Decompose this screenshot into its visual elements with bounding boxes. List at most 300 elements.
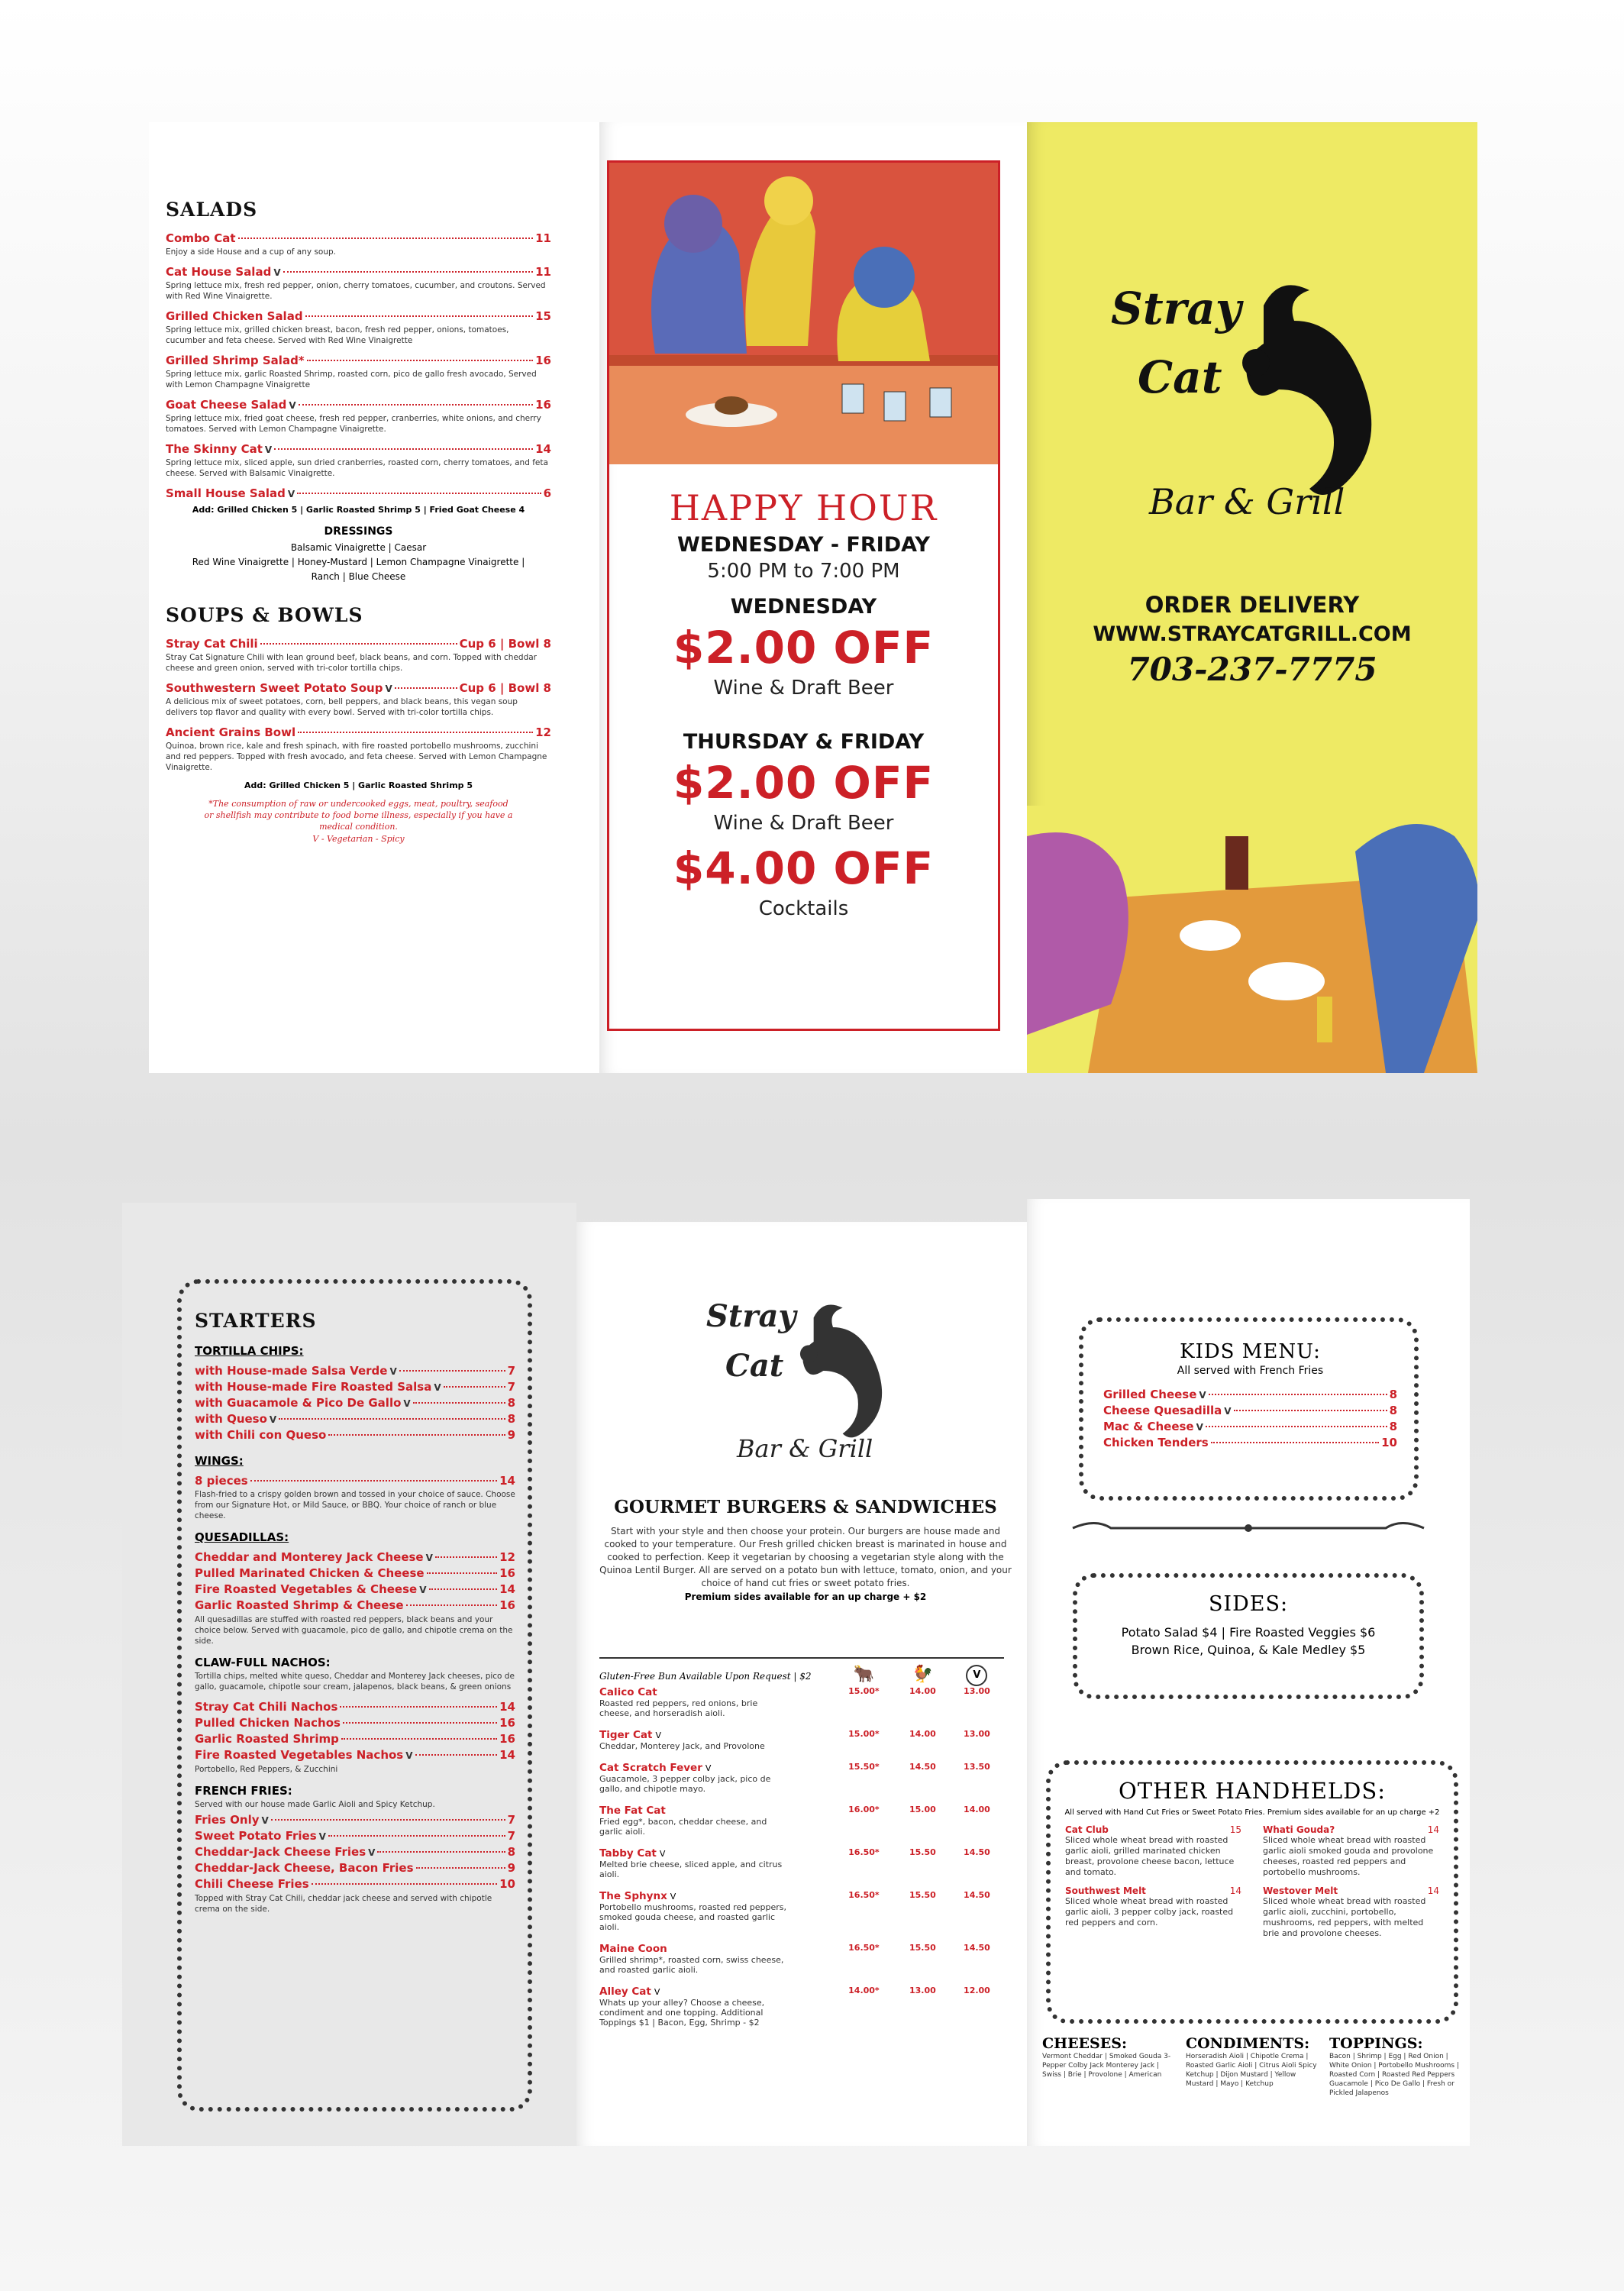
item-name: Grilled Shrimp Salad* bbox=[166, 354, 305, 367]
cocktail-discount: $4.00 OFF bbox=[673, 842, 935, 894]
quesadillas-title: QUESADILLAS: bbox=[195, 1530, 289, 1544]
leader-dots bbox=[274, 448, 533, 450]
burger-desc: Portobello mushrooms, roasted red peppers, smoked gouda cheese, and roasted garlic aioli. bbox=[599, 1902, 786, 1932]
item-price: 8 bbox=[507, 1845, 515, 1859]
beef-icon: 🐂 bbox=[853, 1665, 875, 1684]
handhelds-sub: All served with Hand Cut Fries or Sweet Potato Fries. Premium sides available for an up charge +2 bbox=[1064, 1808, 1440, 1817]
item-name: Fire Roasted Vegetables & Cheese bbox=[195, 1582, 418, 1596]
handheld-header bbox=[1263, 1885, 1439, 1896]
item-price: 14 bbox=[535, 442, 551, 456]
extras-row bbox=[1042, 2035, 1462, 2098]
handheld-desc: Sliced whole wheat bread with roasted garlic aioli, zucchini, portobello, mushrooms, red peppers, with melted brie and provolone cheeses. bbox=[1263, 1896, 1426, 1938]
burger-price-veg: 14.50 bbox=[964, 1943, 990, 1953]
menu-item bbox=[166, 265, 551, 279]
menu-item bbox=[195, 1716, 515, 1730]
menu-item bbox=[195, 1428, 515, 1442]
item-price: 6 bbox=[543, 486, 551, 500]
nachos-list bbox=[195, 1700, 515, 1762]
vegetarian-icon: V bbox=[705, 1763, 712, 1773]
leader-dots bbox=[415, 1754, 498, 1756]
food-warning: *The consumption of raw or undercooked eggs, meat, poultry, seafood or shellfish may contribute to food borne illness, especially if you have a medical condition. bbox=[204, 799, 513, 832]
cover-panel bbox=[1027, 122, 1477, 1073]
item-price: Cup 6 | Bowl 8 bbox=[459, 637, 551, 651]
starters-panel bbox=[122, 1203, 576, 2146]
kids-sides-panel bbox=[1027, 1199, 1470, 2146]
fries-desc: Served with our house made Garlic Aioli and Spicy Ketchup. bbox=[195, 1800, 435, 1809]
handheld-name: Whati Gouda? bbox=[1263, 1824, 1335, 1835]
vegetarian-icon: V bbox=[655, 1730, 662, 1740]
leader-dots bbox=[298, 732, 533, 733]
burger-name: Calico Cat bbox=[599, 1686, 657, 1698]
item-name: Stray Cat Chili Nachos bbox=[195, 1700, 338, 1714]
vegetarian-icon: V bbox=[966, 1665, 987, 1686]
item-name: Goat Cheese Salad bbox=[166, 398, 287, 412]
soups-list bbox=[166, 637, 551, 773]
menu-item bbox=[195, 1566, 515, 1580]
item-desc: Stray Cat Signature Chili with lean ground beef, black beans, and corn. Topped with cheddar cheese and green onion, served with tri-color tortilla chips. bbox=[166, 653, 537, 673]
burger-name: Tiger Cat bbox=[599, 1729, 653, 1741]
vegetarian-icon: V bbox=[318, 1831, 326, 1842]
handheld-name: Cat Club bbox=[1065, 1824, 1109, 1835]
wednesday-item: Wine & Draft Beer bbox=[713, 677, 894, 700]
menu-item bbox=[1103, 1404, 1397, 1417]
salads-title: SALADS bbox=[166, 199, 258, 221]
item-name: Garlic Roasted Shrimp bbox=[195, 1732, 339, 1746]
item-desc: Spring lettuce mix, grilled chicken breast, bacon, fresh red pepper, onions, tomatoes, cucumber and feta cheese. Served with Red Wine Vinaigrette bbox=[166, 325, 509, 345]
gluten-free-note: Gluten-Free Bun Available Upon Request | $2 bbox=[599, 1671, 812, 1682]
toppings-title: TOPPINGS: bbox=[1329, 2035, 1423, 2052]
burgers-panel bbox=[576, 1222, 1027, 2146]
salads-list bbox=[166, 231, 551, 500]
burger-price-chicken: 15.50 bbox=[909, 1943, 936, 1953]
item-name: Cheddar and Monterey Jack Cheese bbox=[195, 1550, 424, 1564]
vegetarian-icon: V bbox=[419, 1585, 427, 1595]
happy-hour-time: 5:00 PM to 7:00 PM bbox=[707, 560, 900, 583]
leader-dots bbox=[340, 1706, 497, 1708]
leader-dots bbox=[429, 1588, 498, 1590]
burger-desc: Fried egg*, bacon, cheddar cheese, and garlic aioli. bbox=[599, 1817, 767, 1837]
item-price: 10 bbox=[1381, 1436, 1397, 1449]
menu-item bbox=[195, 1380, 515, 1394]
sides-title: SIDES: bbox=[1208, 1592, 1289, 1616]
burger-price-veg: 14.50 bbox=[964, 1890, 990, 1900]
item-name: Cheese Quesadilla bbox=[1103, 1404, 1222, 1417]
burger-price-veg: 14.50 bbox=[964, 1847, 990, 1857]
kids-title: KIDS MENU: bbox=[1180, 1340, 1321, 1363]
burgers-logo-stray: Stray bbox=[706, 1298, 796, 1334]
menu-item bbox=[166, 725, 551, 739]
menu-item bbox=[195, 1700, 515, 1714]
wings-item bbox=[195, 1474, 515, 1488]
burger-price-chicken: 14.00 bbox=[909, 1729, 936, 1739]
item-price: 10 bbox=[499, 1877, 515, 1891]
menu-item bbox=[195, 1748, 515, 1762]
menu-item bbox=[1103, 1436, 1397, 1449]
burger-name-cell bbox=[599, 1729, 832, 1741]
cheeses-list: Vermont Cheddar | Smoked Gouda 3-Pepper Colby Jack Monterey Jack | Swiss | Brie | Provolone | American bbox=[1042, 2053, 1171, 2079]
burger-name: The Fat Cat bbox=[599, 1805, 666, 1817]
handheld-header bbox=[1263, 1824, 1439, 1835]
menu-item bbox=[195, 1364, 515, 1378]
menu-item bbox=[166, 398, 551, 412]
fries-list bbox=[195, 1813, 515, 1891]
item-price: Cup 6 | Bowl 8 bbox=[459, 681, 551, 695]
menu-item bbox=[195, 1845, 515, 1859]
menu-item bbox=[195, 1412, 515, 1426]
wings-price: 14 bbox=[499, 1474, 515, 1488]
nachos-title: CLAW-FULL NACHOS: bbox=[195, 1656, 331, 1669]
order-delivery: ORDER DELIVERY bbox=[1145, 592, 1360, 618]
item-name: Ancient Grains Bowl bbox=[166, 725, 296, 739]
item-price: 14 bbox=[499, 1748, 515, 1762]
burger-price-beef: 16.00* bbox=[848, 1805, 880, 1814]
item-name: Small House Salad bbox=[166, 486, 286, 500]
thursday-friday-label: THURSDAY & FRIDAY bbox=[683, 730, 925, 754]
burger-price-beef: 16.50* bbox=[848, 1847, 880, 1857]
burger-price-chicken: 14.00 bbox=[909, 1686, 936, 1696]
item-desc: Spring lettuce mix, fresh red pepper, onion, cherry tomatoes, cucumber, and croutons. Served with Red Wine Vinaigrette. bbox=[166, 281, 546, 301]
item-price: 16 bbox=[499, 1716, 515, 1730]
leader-dots bbox=[444, 1386, 505, 1388]
handheld-price: 15 bbox=[1229, 1824, 1241, 1835]
burger-price-beef: 16.50* bbox=[848, 1890, 880, 1900]
vegetarian-icon: V bbox=[425, 1553, 433, 1563]
burger-price-chicken: 14.50 bbox=[909, 1762, 936, 1772]
vegetarian-icon: V bbox=[405, 1750, 413, 1761]
burger-desc: Cheddar, Monterey Jack, and Provolone bbox=[599, 1741, 765, 1751]
burger-price-veg: 13.00 bbox=[964, 1729, 990, 1739]
dressings-list: Balsamic Vinaigrette | Caesar Red Wine Vinaigrette | Honey-Mustard | Lemon Champagne Vinaigrette | Ranch | Blue Cheese bbox=[192, 542, 525, 582]
happy-hour-title: HAPPY HOUR bbox=[669, 487, 938, 528]
leader-dots bbox=[1234, 1410, 1387, 1411]
burger-price-beef: 16.50* bbox=[848, 1943, 880, 1953]
burger-name: Maine Coon bbox=[599, 1943, 667, 1955]
leader-dots bbox=[283, 271, 534, 273]
burger-price-beef: 15.00* bbox=[848, 1729, 880, 1739]
dressings-title: DRESSINGS bbox=[324, 525, 393, 538]
leader-dots bbox=[1209, 1394, 1387, 1395]
item-name: Stray Cat Chili bbox=[166, 637, 258, 651]
thursday-discount: $2.00 OFF bbox=[673, 757, 935, 809]
item-name: with Guacamole & Pico De Gallo bbox=[195, 1396, 402, 1410]
cheeses-title: CHEESES: bbox=[1042, 2035, 1127, 2052]
handhelds-grid bbox=[1057, 1824, 1447, 1947]
leader-dots bbox=[1211, 1442, 1379, 1443]
leader-dots bbox=[312, 1883, 498, 1885]
vegetarian-icon: V bbox=[670, 1892, 676, 1902]
leader-dots bbox=[299, 404, 533, 406]
item-name: with House-made Fire Roasted Salsa bbox=[195, 1380, 432, 1394]
handheld-price: 14 bbox=[1427, 1824, 1439, 1835]
vegetarian-icon: V bbox=[269, 1414, 277, 1425]
leader-dots bbox=[343, 1722, 497, 1724]
burgers-intro: Start with your style and then choose your protein. Our burgers are house made and cooked to your temperature. Our Fresh grilled chicken breast is marinated in house and cooked to perfection. Keep it vegetarian by choosing a vegetarian style along with the Quinoa Lentil Burger. All are served on a potato bun with lettuce, tomato, onion, and your choice of hand cut fries or sweet potato fries. bbox=[599, 1526, 1012, 1588]
menu-item bbox=[195, 1829, 515, 1843]
item-price: 7 bbox=[507, 1380, 515, 1394]
burgers-table bbox=[599, 1657, 1004, 2038]
item-price: 8 bbox=[507, 1396, 515, 1410]
menu-item bbox=[195, 1598, 515, 1612]
item-price: 16 bbox=[535, 398, 551, 412]
burger-name-cell bbox=[599, 1986, 832, 1998]
item-price: 8 bbox=[507, 1412, 515, 1426]
burger-name-cell bbox=[599, 1890, 832, 1902]
leader-dots bbox=[260, 643, 457, 645]
burger-name: Tabby Cat bbox=[599, 1847, 657, 1860]
item-desc: A delicious mix of sweet potatoes, corn, bell peppers, and black beans, this vegan soup delivers top flavor and quality with every bowl. Served with tri-color tortilla chips. bbox=[166, 697, 518, 717]
condiments-list: Horseradish Aioli | Chipotle Crema | Roasted Garlic Aioli | Citrus Aioli Spicy Ketchup | Dijon Mustard | Yellow Mustard | Mayo | Ketchup bbox=[1186, 2053, 1317, 2088]
handheld-item bbox=[1263, 1885, 1439, 1947]
cocktail-item: Cocktails bbox=[758, 897, 849, 920]
item-price: 9 bbox=[507, 1428, 515, 1442]
handheld-name: Westover Melt bbox=[1263, 1885, 1338, 1896]
item-desc: Spring lettuce mix, garlic Roasted Shrimp, roasted corn, pico de gallo fresh avocado, Served with Lemon Champagne Vinaigrette bbox=[166, 370, 537, 389]
item-price: 12 bbox=[499, 1550, 515, 1564]
item-price: 16 bbox=[499, 1566, 515, 1580]
item-price: 16 bbox=[499, 1598, 515, 1612]
burger-name-cell bbox=[599, 1762, 832, 1774]
handheld-item bbox=[1263, 1824, 1439, 1885]
vegetarian-icon: V bbox=[368, 1847, 376, 1858]
item-name: Pulled Chicken Nachos bbox=[195, 1716, 341, 1730]
vegetarian-icon: V bbox=[654, 1987, 660, 1997]
handheld-item bbox=[1065, 1885, 1241, 1947]
burger-name: Alley Cat bbox=[599, 1986, 651, 1998]
toppings-list: Bacon | Shrimp | Egg | Red Onion | White Onion | Portobello Mushrooms | Roasted Corn | Roasted Red Peppers Guacamole | Pico De Gallo | Fresh or Pickled Jalapenos bbox=[1329, 2053, 1459, 2097]
sides-line2: Brown Rice, Quinoa, & Kale Medley $5 bbox=[1131, 1643, 1366, 1657]
wings-title: WINGS: bbox=[195, 1454, 244, 1468]
nachos-veg-desc: Portobello, Red Peppers, & Zucchini bbox=[195, 1765, 338, 1774]
menu-item bbox=[195, 1861, 515, 1875]
item-name: Chili Cheese Fries bbox=[195, 1877, 309, 1891]
burger-desc: Whats up your alley? Choose a cheese, condiment and one topping. Additional Toppings $1 | Bacon, Egg, Shrimp - $2 bbox=[599, 1998, 765, 2028]
stray-cat-logo bbox=[1096, 275, 1401, 550]
menu-item bbox=[1103, 1420, 1397, 1433]
item-price: 15 bbox=[535, 309, 551, 323]
salads-panel bbox=[149, 122, 599, 1073]
item-price: 12 bbox=[535, 725, 551, 739]
burger-desc: Melted brie cheese, sliced apple, and citrus aioli. bbox=[599, 1860, 783, 1879]
item-price: 8 bbox=[1389, 1420, 1397, 1433]
item-name: Garlic Roasted Shrimp & Cheese bbox=[195, 1598, 404, 1612]
burger-desc: Roasted red peppers, red onions, brie cheese, and horseradish aioli. bbox=[599, 1698, 758, 1718]
item-price: 16 bbox=[499, 1732, 515, 1746]
leader-dots bbox=[377, 1851, 505, 1853]
leader-dots bbox=[328, 1434, 505, 1436]
vegetarian-icon: V bbox=[1224, 1406, 1232, 1417]
leader-dots bbox=[413, 1402, 505, 1404]
burger-price-veg: 13.50 bbox=[964, 1762, 990, 1772]
leader-dots bbox=[1206, 1426, 1387, 1427]
handheld-desc: Sliced whole wheat bread with roasted garlic aioli, 3 pepper colby jack, roasted red peppers and corn. bbox=[1065, 1896, 1234, 1927]
burger-price-veg: 13.00 bbox=[964, 1686, 990, 1696]
vegetarian-icon: V bbox=[659, 1849, 666, 1859]
fries-end: Topped with Stray Cat Chili, cheddar jack cheese and served with chipotle crema on the side. bbox=[195, 1894, 492, 1914]
item-price: 7 bbox=[507, 1813, 515, 1827]
happy-hour-panel bbox=[599, 122, 1027, 1073]
kids-sub: All served with French Fries bbox=[1177, 1365, 1324, 1377]
vegetarian-icon: V bbox=[264, 444, 273, 455]
vegetarian-icon: V bbox=[1196, 1422, 1203, 1433]
item-price: 11 bbox=[535, 265, 551, 279]
item-name: Fries Only bbox=[195, 1813, 260, 1827]
burger-price-beef: 14.00* bbox=[848, 1986, 880, 1995]
item-price: 8 bbox=[1389, 1388, 1397, 1401]
kids-list bbox=[1103, 1388, 1397, 1449]
vegetarian-icon: V bbox=[389, 1366, 397, 1377]
item-name: Grilled Chicken Salad bbox=[166, 309, 303, 323]
handheld-header bbox=[1065, 1885, 1241, 1896]
chips-title: TORTILLA CHIPS: bbox=[195, 1344, 304, 1358]
vegetarian-icon: V bbox=[434, 1382, 441, 1393]
handheld-price: 14 bbox=[1427, 1885, 1439, 1896]
item-price: 9 bbox=[507, 1861, 515, 1875]
condiments-title: CONDIMENTS: bbox=[1186, 2035, 1310, 2052]
item-name: with Queso bbox=[195, 1412, 267, 1426]
burger-name: Cat Scratch Fever bbox=[599, 1762, 702, 1774]
menu-item bbox=[195, 1877, 515, 1891]
menu-item bbox=[166, 681, 551, 695]
menu-item bbox=[195, 1813, 515, 1827]
menu-item bbox=[166, 309, 551, 323]
wings-name: 8 pieces bbox=[195, 1474, 248, 1488]
item-name: with Chili con Queso bbox=[195, 1428, 327, 1442]
leader-dots bbox=[427, 1572, 498, 1574]
vegetarian-icon: V bbox=[1199, 1390, 1206, 1401]
burger-price-veg: 12.00 bbox=[964, 1986, 990, 1995]
item-name: Chicken Tenders bbox=[1103, 1436, 1209, 1449]
vegetarian-icon: V bbox=[289, 400, 296, 411]
item-name: Combo Cat bbox=[166, 231, 236, 245]
item-desc: Spring lettuce mix, fried goat cheese, fresh red pepper, cranberries, white onions, and cherry tomatoes. Served with Lemon Champagne Vinaigrette. bbox=[166, 414, 541, 434]
menu-item bbox=[195, 1396, 515, 1410]
diet-legend: V - Vegetarian - Spicy bbox=[312, 834, 405, 844]
menu-item bbox=[166, 442, 551, 456]
nachos-desc: Tortilla chips, melted white queso, Cheddar and Monterey Jack cheeses, pico de gallo, guacamole, chipotle sour cream, jalapenos, black beans, & green onions bbox=[195, 1672, 515, 1692]
sides-line1: Potato Salad $4 | Fire Roasted Veggies $6 bbox=[1121, 1625, 1376, 1640]
fries-title: FRENCH FRIES: bbox=[195, 1784, 292, 1798]
item-name: Fire Roasted Vegetables Nachos bbox=[195, 1748, 404, 1762]
burgers-premium: Premium sides available for an up charge + $2 bbox=[684, 1591, 927, 1602]
burger-desc: Guacamole, 3 pepper colby jack, pico de gallo, and chipotle mayo. bbox=[599, 1774, 771, 1794]
burger-price-chicken: 15.50 bbox=[909, 1890, 936, 1900]
menu-item bbox=[166, 354, 551, 367]
handheld-desc: Sliced whole wheat bread with roasted garlic aioli smoked gouda and provolone cheeses, roasted red peppers and portobello mushrooms. bbox=[1263, 1835, 1434, 1877]
leader-dots bbox=[279, 1418, 505, 1420]
happy-hour-frame bbox=[607, 160, 1000, 1031]
burgers-logo bbox=[706, 1298, 905, 1466]
burgers-logo-cat: Cat bbox=[725, 1348, 784, 1384]
soups-title: SOUPS & BOWLS bbox=[166, 604, 363, 626]
item-price: 7 bbox=[507, 1829, 515, 1843]
handheld-item bbox=[1065, 1824, 1241, 1885]
website-link[interactable]: WWW.STRAYCATGRILL.COM bbox=[1093, 622, 1412, 646]
quesadillas-desc: All quesadillas are stuffed with roasted red peppers, black beans and your choice below. Served with guacamole, pico de gallo, and chipotle crema on the side. bbox=[195, 1615, 513, 1646]
leader-dots bbox=[341, 1738, 497, 1740]
leader-dots bbox=[238, 238, 534, 239]
cats-dining-illustration bbox=[1027, 806, 1477, 1073]
starters-title: STARTERS bbox=[195, 1310, 317, 1332]
handheld-header bbox=[1065, 1824, 1241, 1835]
burger-name-cell bbox=[599, 1847, 832, 1860]
logo-stray: Stray bbox=[1111, 283, 1241, 334]
wednesday-discount: $2.00 OFF bbox=[673, 622, 935, 674]
menu-item bbox=[195, 1582, 515, 1596]
vegetarian-icon: V bbox=[403, 1398, 411, 1409]
item-name: Mac & Cheese bbox=[1103, 1420, 1194, 1433]
cat-silhouette-icon bbox=[1233, 275, 1401, 504]
happy-hour-days: WEDNESDAY - FRIDAY bbox=[677, 533, 930, 557]
leader-dots bbox=[307, 360, 533, 361]
burgers-cat-silhouette-icon bbox=[794, 1298, 901, 1443]
handhelds-title: OTHER HANDHELDS: bbox=[1118, 1778, 1387, 1804]
item-price: 8 bbox=[1389, 1404, 1397, 1417]
cats-drinking-illustration bbox=[609, 163, 998, 464]
leader-dots bbox=[328, 1835, 505, 1837]
item-price: 11 bbox=[535, 231, 551, 245]
item-price: 16 bbox=[535, 354, 551, 367]
burger-price-chicken: 15.50 bbox=[909, 1847, 936, 1857]
vegetarian-icon: V bbox=[287, 489, 295, 499]
menu-item bbox=[166, 231, 551, 245]
item-name: Cheddar-Jack Cheese, Bacon Fries bbox=[195, 1861, 414, 1875]
burger-name-cell bbox=[599, 1805, 832, 1817]
burger-price-beef: 15.50* bbox=[848, 1762, 880, 1772]
leader-dots bbox=[305, 315, 534, 317]
item-name: with House-made Salsa Verde bbox=[195, 1364, 388, 1378]
menu-item bbox=[195, 1550, 515, 1564]
logo-bar-grill: Bar & Grill bbox=[1149, 481, 1345, 522]
burger-desc: Grilled shrimp*, roasted corn, swiss cheese, and roasted garlic aioli. bbox=[599, 1955, 784, 1975]
burger-name-cell bbox=[599, 1943, 832, 1955]
logo-cat: Cat bbox=[1138, 351, 1222, 403]
item-name: Cat House Salad bbox=[166, 265, 272, 279]
item-price: 14 bbox=[499, 1582, 515, 1596]
burger-name-cell bbox=[599, 1686, 832, 1698]
item-name: The Skinny Cat bbox=[166, 442, 263, 456]
leader-dots bbox=[435, 1556, 497, 1558]
handheld-name: Southwest Melt bbox=[1065, 1885, 1146, 1896]
menu-item bbox=[166, 486, 551, 500]
burger-name: The Sphynx bbox=[599, 1890, 667, 1902]
item-name: Sweet Potato Fries bbox=[195, 1829, 317, 1843]
menu-item bbox=[166, 637, 551, 651]
salads-add: Add: Grilled Chicken 5 | Garlic Roasted Shrimp 5 | Fried Goat Cheese 4 bbox=[192, 505, 525, 515]
divider-flourish-icon bbox=[1065, 1518, 1432, 1538]
item-name: Southwestern Sweet Potato Soup bbox=[166, 681, 383, 695]
vegetarian-icon: V bbox=[261, 1815, 269, 1826]
burger-price-chicken: 15.00 bbox=[909, 1805, 936, 1814]
leader-dots bbox=[271, 1819, 505, 1821]
wednesday-label: WEDNESDAY bbox=[730, 595, 877, 619]
leader-dots bbox=[416, 1867, 505, 1869]
burger-price-chicken: 13.00 bbox=[909, 1986, 936, 1995]
item-name: Grilled Cheese bbox=[1103, 1388, 1197, 1401]
vegetarian-icon: V bbox=[273, 267, 281, 278]
leader-dots bbox=[399, 1370, 505, 1372]
menu-item bbox=[195, 1732, 515, 1746]
burgers-logo-bar-grill: Bar & Grill bbox=[737, 1434, 873, 1463]
leader-dots bbox=[395, 687, 457, 689]
phone-number[interactable]: 703-237-7775 bbox=[1127, 651, 1377, 688]
item-price: 14 bbox=[499, 1700, 515, 1714]
handheld-desc: Sliced whole wheat bread with roasted garlic aioli, grilled marinated chicken breast, provolone cheese bacon, lettuce and tomato. bbox=[1065, 1835, 1235, 1877]
item-price: 7 bbox=[507, 1364, 515, 1378]
item-desc: Quinoa, brown rice, kale and fresh spinach, with fire roasted portobello mushrooms, zucchini and red peppers. Topped with fresh avocado, and feta cheese. Served with Lemon Champagne Vinaigrette. bbox=[166, 742, 547, 772]
chips-list bbox=[195, 1364, 515, 1442]
vegetarian-icon: V bbox=[385, 683, 392, 694]
wings-desc: Flash-fried to a crispy golden brown and tossed in your choice of sauce. Choose from our Signature Hot, or Mild Sauce, or BBQ. Your choice of ranch or blue cheese. bbox=[195, 1490, 515, 1520]
